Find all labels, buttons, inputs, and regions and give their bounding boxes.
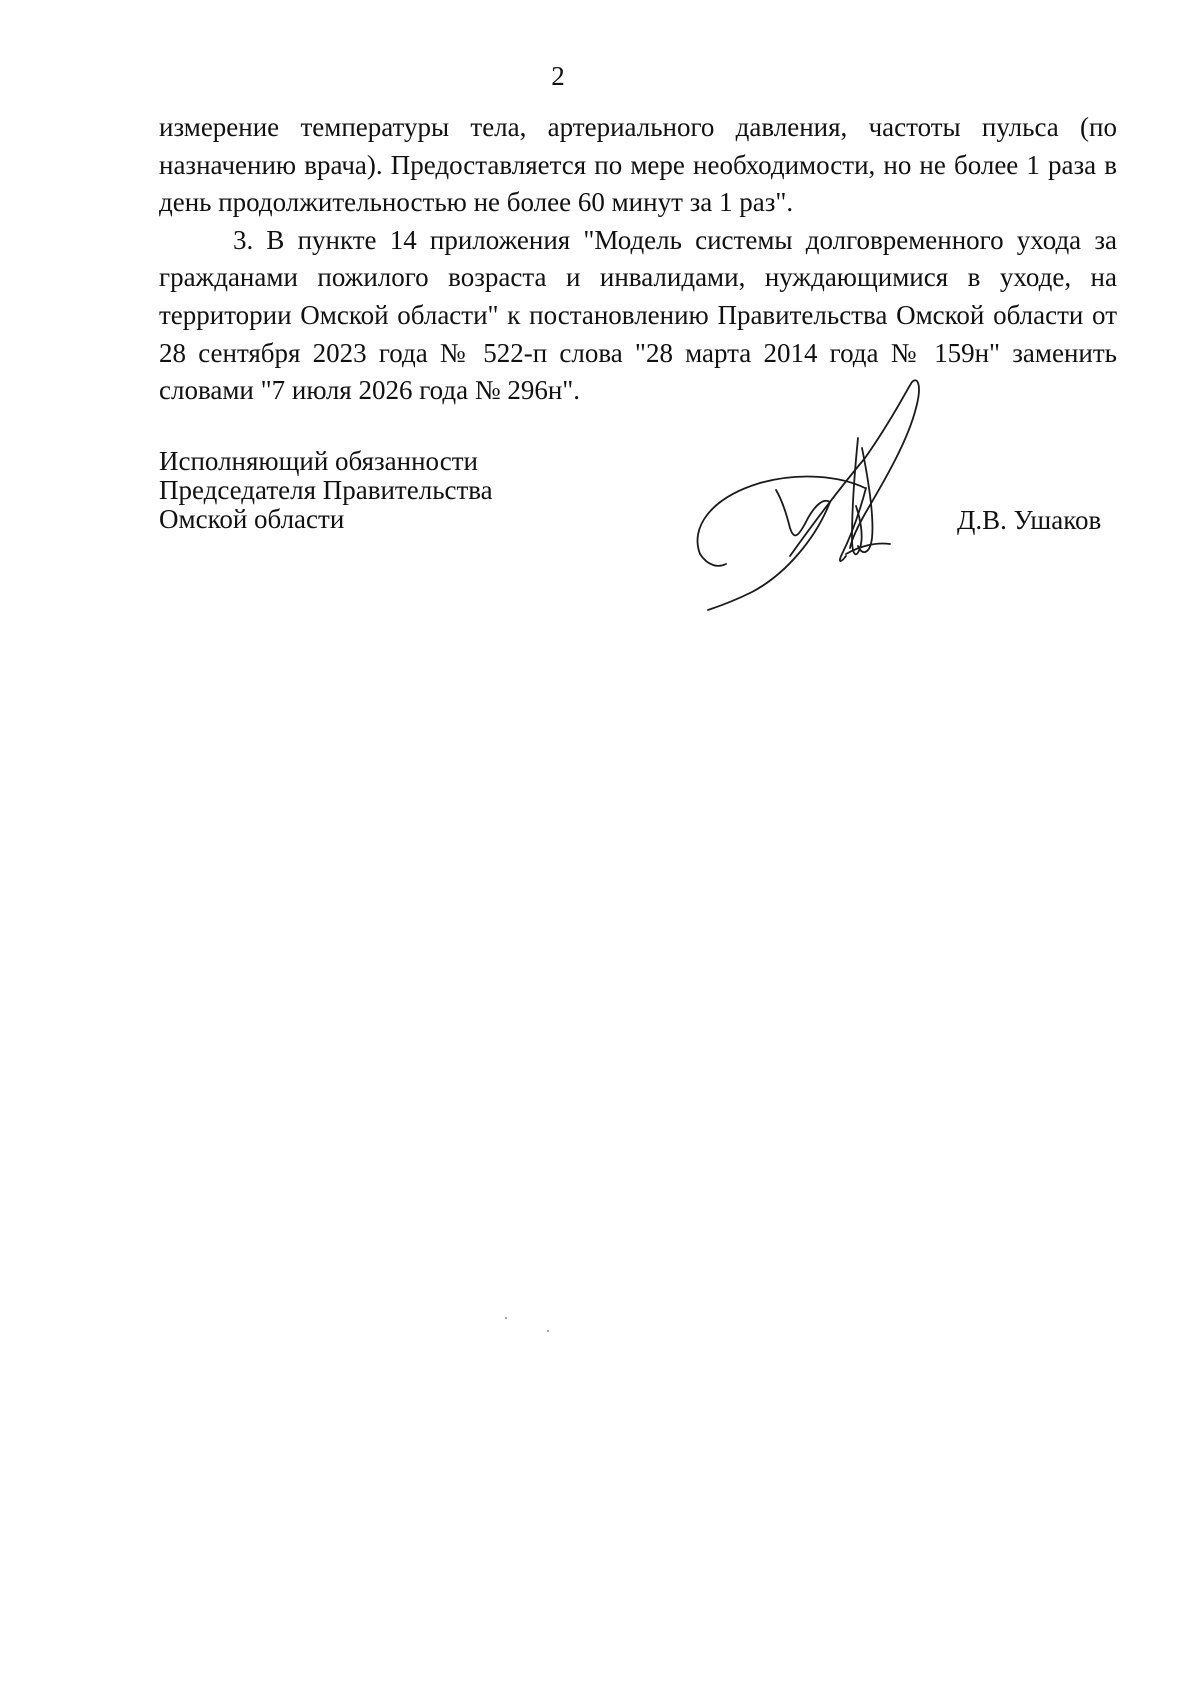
paragraph-continuation: измерение температуры тела, артериального давления, частоты пульса (по назначению врача). Предоставляется по мере необходимости, но не более 1 раза в день продолжительностью не более 60 минут за 1 раз". xyxy=(159,112,1117,218)
document-body xyxy=(159,109,1117,410)
signatory-title-line-1: Исполняющий обязанности xyxy=(159,446,478,476)
page-number: 2 xyxy=(551,61,565,91)
scan-speck xyxy=(547,1330,549,1332)
paragraph-item-3: 3. В пункте 14 приложения "Модель системы долговременного ухода за гражданами пожилого возраста и инвалидами, нуждающимися в уходе, на территории Омской области" к постановлению Правительства Омской области от 28 сентября 2023 года № 522-п слова "28 марта 2014 года № 159н" заменить словами "7 июля 2026 года № 296н". xyxy=(159,224,1117,406)
signatory-block xyxy=(159,447,493,534)
signatory-title-line-3: Омской области xyxy=(159,504,345,534)
scan-speck xyxy=(505,1317,507,1319)
signatory-title-line-2: Председателя Правительства xyxy=(159,475,493,505)
signer-name: Д.В. Ушаков xyxy=(957,505,1102,535)
